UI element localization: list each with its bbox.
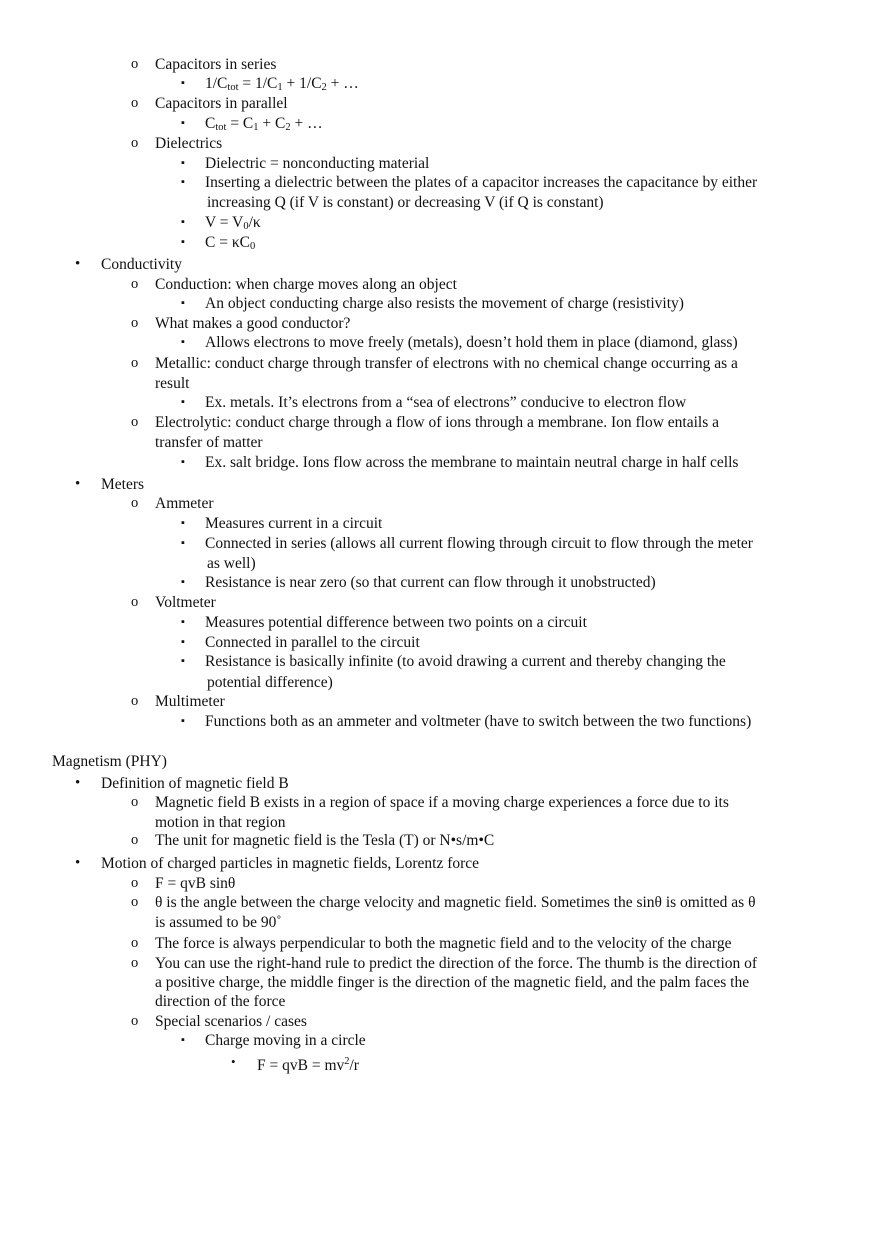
ammeter-resistance: Resistance is near zero (so that current can flow through it unobstructed) (205, 574, 656, 591)
circle-bullet: o (131, 832, 139, 848)
right-hand-rule-line1: You can use the right-hand rule to predict the direction of the force. The thumb is the direction of (155, 955, 758, 972)
square-bullet: ▪ (181, 396, 185, 408)
ammeter-series-line2: as well) (207, 555, 256, 572)
good-conductor-subitem: Allows electrons to move freely (metals), doesn’t hold them in place (diamond, glass) (205, 334, 738, 351)
conduction-subitem: An object conducting charge also resists the movement of charge (resistivity) (205, 295, 684, 312)
dielectric-inserting-line1: Inserting a dielectric between the plates of a capacitor increases the capacitance by either (205, 174, 758, 191)
circle-bullet: o (131, 56, 139, 72)
square-bullet: ▪ (181, 157, 185, 169)
circle-bullet: o (131, 693, 139, 709)
dielectric-voltage-formula: $V = V_0/\kappa$ (205, 214, 261, 232)
conduction-item: Conduction: when charge moves along an object (155, 276, 457, 293)
square-bullet: ▪ (181, 336, 185, 348)
square-bullet: ▪ (181, 297, 185, 309)
electrolytic-line2: transfer of matter (155, 434, 263, 451)
square-bullet: ▪ (181, 616, 185, 628)
tesla-unit: The unit for magnetic field is the Tesla (T) or N•s/m•C (155, 832, 495, 849)
square-bullet: ▪ (181, 517, 185, 529)
electrolytic-line1: Electrolytic: conduct charge through a flow of ions through a membrane. Ion flow entails a (155, 414, 720, 431)
square-bullet: ▪ (181, 576, 185, 588)
metallic-subitem: Ex. metals. It’s electrons from a “sea of electrons” conducive to electron flow (205, 394, 687, 411)
good-conductor-item: What makes a good conductor? (155, 315, 351, 332)
force-perpendicular: The force is always perpendicular to both the magnetic field and to the velocity of the charge (155, 935, 732, 952)
voltmeter-item: Voltmeter (155, 594, 216, 611)
right-hand-rule-line3: direction of the force (155, 993, 286, 1010)
metallic-line1: Metallic: conduct charge through transfer of electrons with no chemical change occurring as a (155, 355, 738, 372)
bullet: • (75, 476, 81, 492)
square-bullet: ▪ (181, 236, 185, 248)
square-bullet: ▪ (181, 1034, 185, 1046)
charge-circle: Charge moving in a circle (205, 1032, 366, 1049)
dielectric-capacitance-formula: $C = \kappa C_0$ (205, 234, 256, 252)
voltmeter-measures: Measures potential difference between two points on a circuit (205, 614, 587, 631)
bullet: • (75, 855, 81, 871)
special-scenarios: Special scenarios / cases (155, 1013, 307, 1030)
circle-bullet: o (131, 894, 139, 910)
circle-bullet: o (131, 95, 139, 111)
circle-bullet: o (131, 955, 139, 971)
multimeter-functions: Functions both as an ammeter and voltmeter (have to switch between the two functions) (205, 713, 752, 730)
meters-title: Meters (101, 476, 145, 493)
multimeter-item: Multimeter (155, 693, 225, 710)
dielectric-inserting-line2: increasing Q (if V is constant) or decreasing V (if Q is constant) (207, 194, 604, 211)
circle-bullet: o (131, 355, 139, 371)
square-bullet: ▪ (181, 537, 185, 549)
circle-bullet: o (131, 315, 139, 331)
force-equation: F = qvB sinθ (155, 875, 236, 892)
capacitors-parallel-title: Capacitors in parallel (155, 95, 288, 112)
square-bullet: ▪ (181, 655, 185, 667)
circle-bullet: o (131, 935, 139, 951)
theta-line1: θ is the angle between the charge velocity and magnetic field. Sometimes the sinθ is omitted as θ (155, 894, 756, 911)
bullet: • (231, 1054, 236, 1069)
capacitors-series-title: Capacitors in series (155, 56, 277, 73)
voltmeter-parallel: Connected in parallel to the circuit (205, 634, 420, 651)
bullet: • (75, 256, 81, 272)
circle-bullet: o (131, 875, 139, 891)
capacitors-series-formula: $1/C_{tot} = 1/C_1 + 1/C_2$ + … (205, 75, 359, 93)
voltmeter-resistance-line1: Resistance is basically infinite (to avoid drawing a current and thereby changing the (205, 653, 726, 670)
ammeter-measures: Measures current in a circuit (205, 515, 383, 532)
metallic-line2: result (155, 375, 190, 392)
circle-bullet: o (131, 495, 139, 511)
dielectrics-title: Dielectrics (155, 135, 223, 152)
square-bullet: ▪ (181, 636, 185, 648)
lorentz-force-title: Motion of charged particles in magnetic fields, Lorentz force (101, 855, 480, 872)
conductivity-title: Conductivity (101, 256, 182, 273)
magnetic-field-exists-line1: Magnetic field B exists in a region of space if a moving charge experiences a force due to its (155, 794, 729, 811)
magnetism-heading: Magnetism (PHY) (52, 753, 167, 770)
right-hand-rule-line2: a positive charge, the middle finger is the direction of the magnetic field, and the palm faces the (155, 974, 750, 991)
circle-bullet: o (131, 1013, 139, 1029)
circle-bullet: o (131, 276, 139, 292)
voltmeter-resistance-line2: potential difference) (207, 674, 333, 691)
circle-force-equation: F = qvB = $mv^2/r$ (257, 1056, 359, 1074)
magnetic-field-definition: Definition of magnetic field B (101, 775, 289, 792)
ammeter-item: Ammeter (155, 495, 214, 512)
square-bullet: ▪ (181, 456, 185, 468)
square-bullet: ▪ (181, 216, 185, 228)
dielectric-definition: Dielectric = nonconducting material (205, 155, 430, 172)
square-bullet: ▪ (181, 176, 185, 188)
electrolytic-subitem: Ex. salt bridge. Ions flow across the membrane to maintain neutral charge in half cells (205, 454, 739, 471)
square-bullet: ▪ (181, 117, 185, 129)
theta-line2: is assumed to be 90˚ (155, 914, 282, 931)
ammeter-series-line1: Connected in series (allows all current flowing through circuit to flow through the meter (205, 535, 753, 552)
capacitors-parallel-formula: $C_{tot} = C_1 + C_2$ + … (205, 115, 323, 133)
magnetic-field-exists-line2: motion in that region (155, 814, 286, 831)
circle-bullet: o (131, 135, 139, 151)
bullet: • (75, 775, 81, 791)
circle-bullet: o (131, 414, 139, 430)
circle-bullet: o (131, 594, 139, 610)
circle-bullet: o (131, 794, 139, 810)
square-bullet: ▪ (181, 77, 185, 89)
square-bullet: ▪ (181, 715, 185, 727)
